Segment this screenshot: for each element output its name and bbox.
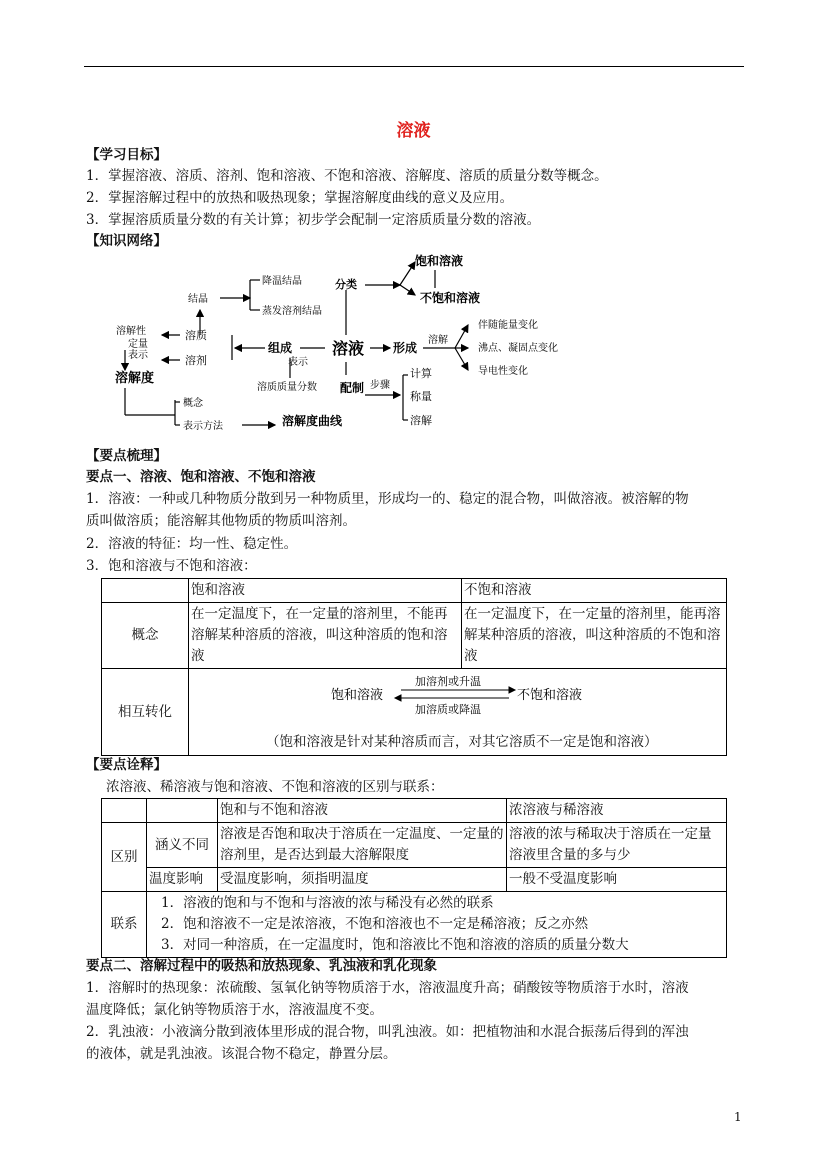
t2-hanyi-c1: 溶液是否饱和取决于溶质在一定温度、一定量的溶剂里，是否达到最大溶解限度 — [218, 823, 507, 868]
t1-concept-bubaohe: 在一定温度下，在一定量的溶剂里，能再溶解某种溶质的溶液，叫这种溶质的不饱和溶液 — [462, 603, 727, 669]
dg-center: 溶液 — [332, 339, 365, 358]
goal-item: 1．掌握溶液、溶质、溶剂、饱和溶液、不饱和溶液、溶解度、溶质的质量分数等概念。 — [86, 168, 608, 184]
dg-jiejing: 结晶 — [188, 294, 208, 305]
dg-biaoshi2: 表示 — [128, 350, 148, 361]
kp1-line: 2．溶液的特征：均一性、稳定性。 — [86, 536, 298, 552]
t2-lianxi-line: 3．对同一种溶质，在一定温度时，饱和溶液比不饱和溶液的溶质的质量分数大 — [161, 937, 629, 953]
goal-item: 2．掌握溶解过程中的放热和吸热现象；掌握溶解度曲线的意义及应用。 — [86, 190, 514, 206]
dg-biaoshifangfa: 表示方法 — [183, 421, 223, 432]
goal-item: 3．掌握溶质质量分数的有关计算；初步学会配制一定溶质质量分数的溶液。 — [86, 212, 541, 228]
concentration-table — [101, 798, 727, 958]
conv-right: 不饱和溶液 — [517, 688, 583, 703]
dg-quxian: 溶解度曲线 — [282, 414, 343, 428]
kp2-line: 1．溶解时的热现象：浓硫酸、氢氧化钠等物质溶于水，溶液温度升高；硝酸铵等物质溶于水时，溶液 — [86, 980, 689, 996]
dg-rongjie2: 溶解 — [410, 414, 432, 427]
dg-dingliang: 定量 — [128, 339, 148, 350]
dg-xingcheng: 形成 — [393, 341, 418, 355]
header-rule — [84, 66, 744, 67]
dg-rongji: 溶剂 — [185, 354, 207, 367]
dg-zucheng: 组成 — [268, 341, 293, 355]
t2-hanyi-c2: 溶液的浓与稀取决于溶质在一定量溶液里含量的多与少 — [507, 823, 727, 868]
knowledge-network-diagram — [110, 250, 590, 435]
t1-header-bubaohe: 不饱和溶液 — [462, 579, 727, 603]
dg-rongjiedu: 溶解度 — [115, 371, 155, 386]
kp1-line: 1．溶液：一种或几种物质分散到另一种物质里，形成均一的、稳定的混合物，叫做溶液。被溶解的物 — [86, 491, 689, 507]
dg-chengliang: 称量 — [410, 390, 432, 403]
explain-header: 【要点诠释】 — [86, 757, 167, 773]
t1-convert-cell — [189, 669, 727, 756]
dg-peizhi: 配制 — [340, 381, 365, 395]
t1-row-concept-label: 概念 — [102, 603, 189, 669]
saturation-table — [101, 578, 727, 756]
dg-feidian: 沸点、凝固点变化 — [478, 343, 558, 354]
page-number: 1 — [734, 1110, 742, 1124]
conv-top: 加溶剂或升温 — [415, 675, 481, 688]
t1-concept-baohe: 在一定温度下，在一定量的溶剂里，不能再溶解某种溶质的溶液，叫这种溶质的饱和溶液 — [189, 603, 462, 669]
dg-bansui: 伴随能量变化 — [478, 320, 538, 331]
conv-bottom: 加溶质或降温 — [415, 703, 481, 716]
dg-bubaohe: 不饱和溶液 — [420, 291, 481, 305]
dg-rongjiexing: 溶解性 — [116, 326, 146, 337]
conversion-diagram — [191, 670, 731, 730]
dg-biaoshi: 表示 — [288, 357, 308, 368]
dg-jisuan: 计算 — [410, 367, 432, 380]
t2-hanyi: 涵义不同 — [147, 823, 218, 868]
dg-baohe: 饱和溶液 — [415, 254, 464, 268]
kp1-line: 3．饱和溶液与不饱和溶液： — [86, 558, 257, 574]
kp2-title: 要点二、溶解过程中的吸热和放热现象、乳浊液和乳化现象 — [86, 958, 437, 974]
t2-lianxi: 联系 — [102, 892, 147, 958]
t2-lianxi-line: 1．溶液的饱和与不饱和与溶液的浓与稀没有必然的联系 — [161, 895, 494, 911]
kp2-line: 的液体，就是乳浊液。该混合物不稳定，静置分层。 — [86, 1046, 397, 1062]
t2-lianxi-line: 2．饱和溶液不一定是浓溶液，不饱和溶液也不一定是稀溶液；反之亦然 — [161, 916, 589, 932]
t2-header-1: 饱和与不饱和溶液 — [218, 799, 507, 823]
t1-row-convert-label: 相互转化 — [102, 669, 189, 756]
dg-jiangwen: 降温结晶 — [262, 276, 302, 287]
t2-header-2: 浓溶液与稀溶液 — [507, 799, 727, 823]
dg-zhengfa: 蒸发溶剂结晶 — [262, 306, 322, 317]
kp1-line: 质叫做溶质；能溶解其他物质的物质叫溶剂。 — [86, 513, 356, 529]
goals-header: 【学习目标】 — [86, 147, 167, 163]
kp2-line: 温度降低；氯化钠等物质溶于水，溶液温度不变。 — [86, 1002, 383, 1018]
dg-rongjie: 溶解 — [428, 335, 448, 346]
dg-buzhou: 步骤 — [370, 380, 390, 391]
page-title: 溶液 — [396, 121, 431, 141]
t2-wendu-c2: 一般不受温度影响 — [507, 868, 727, 892]
t1-header-baohe: 饱和溶液 — [189, 579, 462, 603]
dg-rongzhifen: 溶质质量分数 — [257, 382, 317, 393]
t2-lianxi-cell — [147, 892, 727, 958]
conv-note: （饱和溶液是针对某种溶质而言，对其它溶质不一定是饱和溶液） — [266, 734, 658, 750]
kp1-title: 要点一、溶液、饱和溶液、不饱和溶液 — [86, 469, 316, 485]
dg-gainian: 概念 — [183, 398, 203, 409]
dg-rongzhi: 溶质 — [185, 329, 207, 342]
t2-qubie: 区别 — [102, 823, 147, 892]
t2-wendu-c1: 受温度影响，须指明温度 — [218, 868, 507, 892]
network-header: 【知识网络】 — [86, 233, 167, 249]
keypoints-header: 【要点梳理】 — [86, 448, 167, 464]
conv-left: 饱和溶液 — [331, 688, 384, 703]
kp2-line: 2．乳浊液：小液滴分散到液体里形成的混合物，叫乳浊液。如：把植物油和水混合振荡后得到的浑浊 — [86, 1024, 689, 1040]
dg-fenlei: 分类 — [335, 278, 357, 291]
t2-wendu: 温度影响 — [147, 868, 218, 892]
explain-intro: 浓溶液、稀溶液与饱和溶液、不饱和溶液的区别与联系： — [106, 779, 444, 795]
dg-daodian: 导电性变化 — [478, 366, 528, 377]
